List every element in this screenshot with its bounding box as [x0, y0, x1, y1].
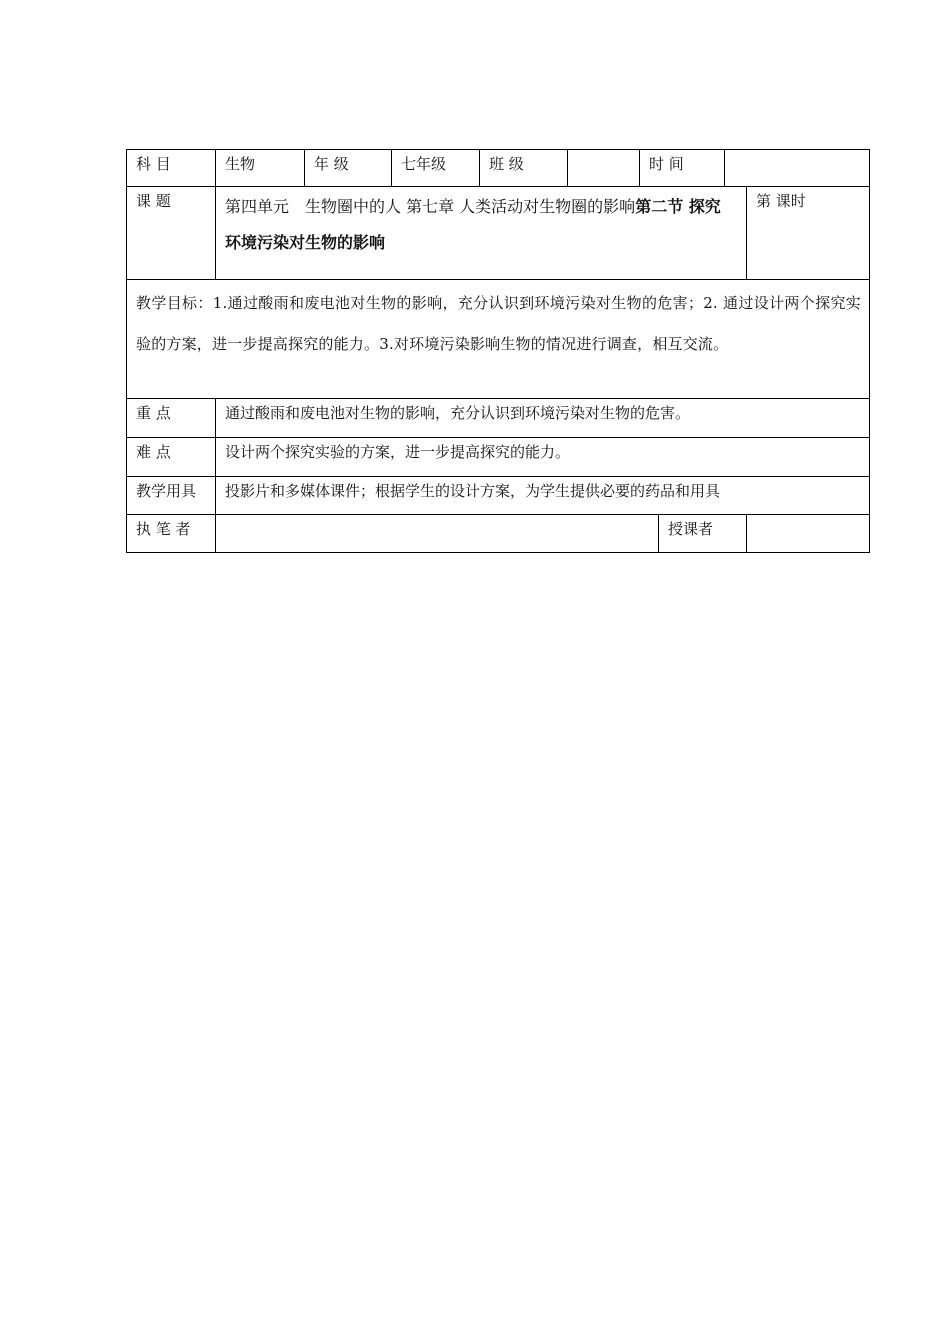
- topic-label: 课 题: [136, 192, 171, 210]
- subject-value: 生物: [215, 150, 304, 186]
- topic-row: [126, 187, 870, 280]
- author-value: [215, 515, 658, 552]
- key-points-row: [126, 399, 870, 438]
- grade-label: 年 级: [304, 150, 391, 186]
- author-label: 执 笔 者: [136, 520, 191, 538]
- author-row: [126, 515, 870, 553]
- teacher-value: [746, 515, 869, 552]
- class-label: 班 级: [479, 150, 567, 186]
- teacher-label: 授课者: [658, 515, 746, 552]
- grade-value: 七年级: [391, 150, 479, 186]
- teaching-goals-text: 教学目标：1.通过酸雨和废电池对生物的影响，充分认识到环境污染对生物的危害；2. 通过设计两个探究实验的方案，进一步提高探究的能力。3.对环境污染影响生物的情况进行调查，相互交流。: [136, 294, 861, 353]
- time-label: 时 间: [639, 150, 724, 186]
- teaching-tools-value: 投影片和多媒体课件；根据学生的设计方案，为学生提供必要的药品和用具: [215, 477, 869, 514]
- class-value: [567, 150, 639, 186]
- teaching-tools-label: 教学用具: [136, 482, 197, 500]
- topic-title: [215, 187, 746, 279]
- topic-title-bold: 第二节 探究环境污染对生物的影响: [225, 197, 721, 252]
- time-value: [724, 150, 869, 186]
- key-points-label: 重 点: [136, 404, 171, 422]
- info-row: [126, 149, 870, 187]
- difficulty-label: 难 点: [136, 443, 171, 461]
- difficulty-row: [126, 438, 870, 477]
- lesson-count-label: 第 课时: [746, 187, 869, 279]
- teaching-tools-row: [126, 477, 870, 515]
- lesson-plan-table: [126, 149, 870, 553]
- key-points-value: 通过酸雨和废电池对生物的影响，充分认识到环境污染对生物的危害。: [215, 399, 869, 437]
- subject-label: 科 目: [136, 155, 171, 173]
- difficulty-value: 设计两个探究实验的方案，进一步提高探究的能力。: [215, 438, 869, 476]
- topic-title-normal: 第四单元 生物圈中的人 第七章 人类活动对生物圈的影响: [225, 197, 636, 216]
- goals-row: [126, 280, 870, 399]
